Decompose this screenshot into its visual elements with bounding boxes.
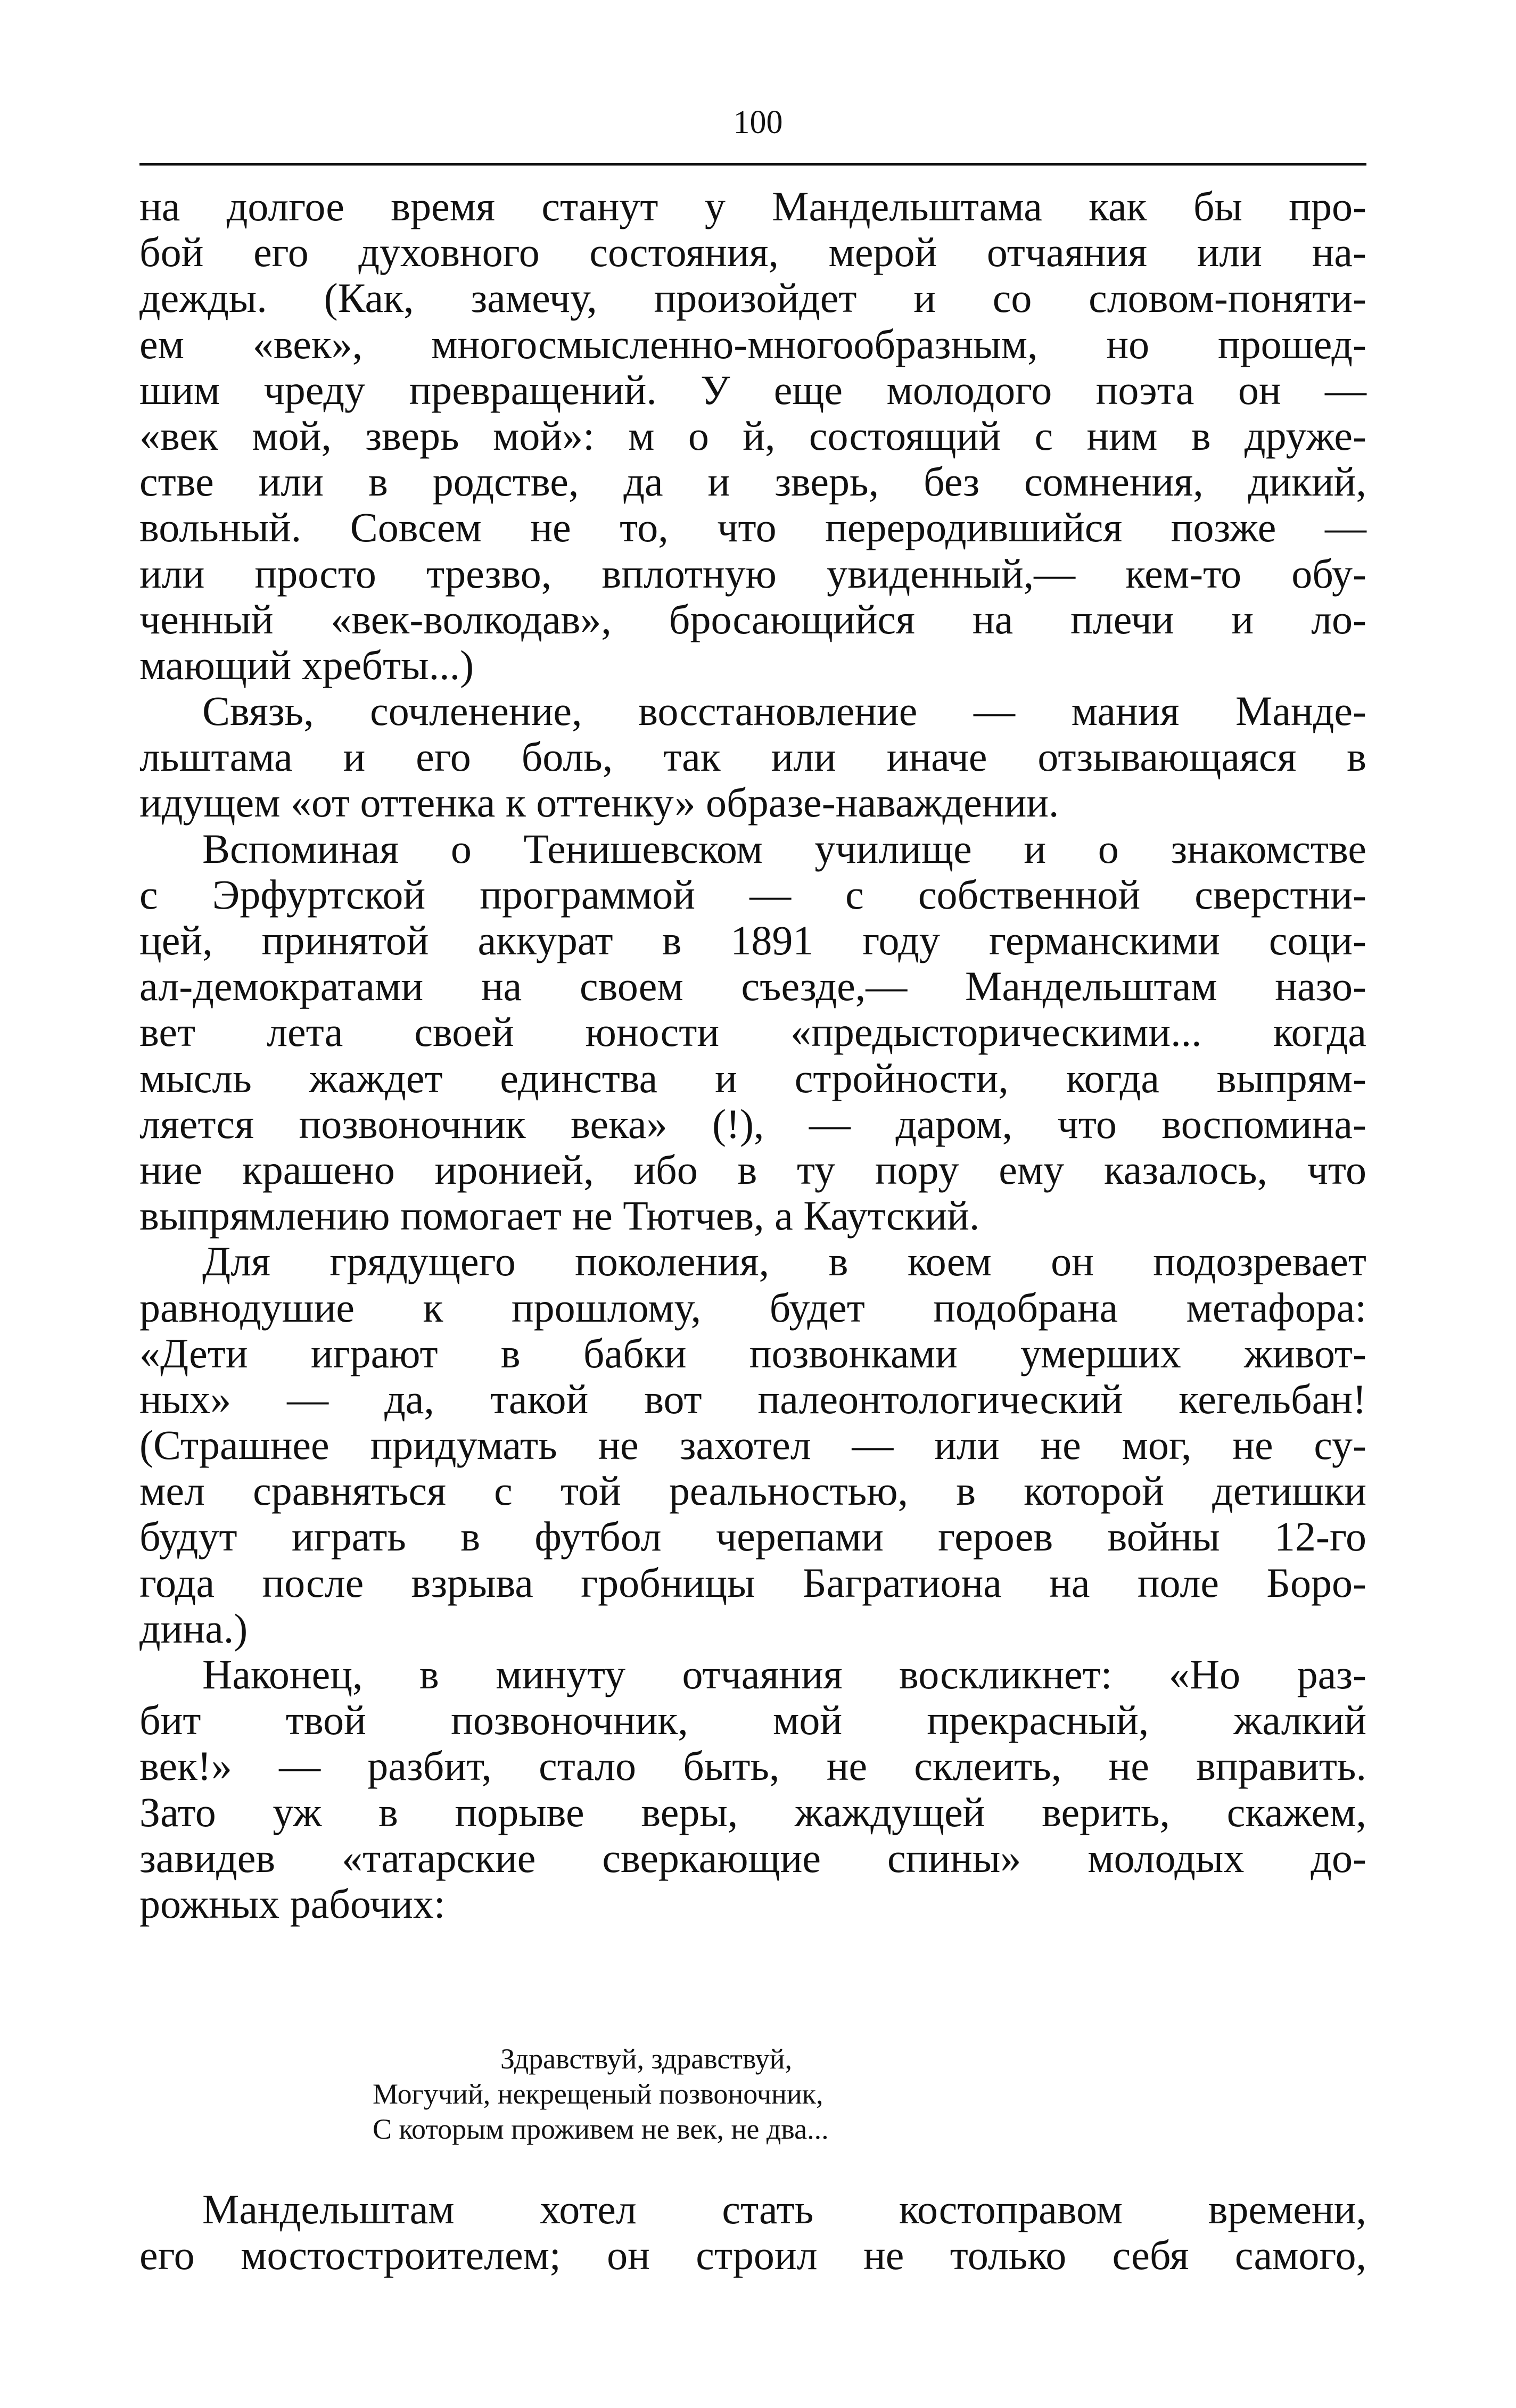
text-line: век!» — разбит, стало быть, не склеить, не вправить. xyxy=(139,1743,1366,1789)
header-rule xyxy=(139,163,1366,166)
text-line: равнодушие к прошлому, будет подобрана метафора: xyxy=(139,1284,1366,1331)
text-line: (Страшнее придумать не захотел — или не мог, не су- xyxy=(139,1422,1366,1469)
text-line: ем «век», многосмысленно-многообразным, но прошед- xyxy=(139,320,1366,367)
text-line: его мостостроителем; он строил не только себя самого, xyxy=(139,2232,1366,2279)
text-line: рожных рабочих: xyxy=(139,1880,446,1927)
paragraph-first-line: Наконец, в минуту отчаяния воскликнет: «Но раз- xyxy=(202,1651,1366,1697)
text-line: цей, принятой аккурат в 1891 году германскими соци- xyxy=(139,917,1366,963)
text-line: или просто трезво, вплотную увиденный,— кем-то обу- xyxy=(139,550,1366,597)
page-number: 100 xyxy=(733,104,783,141)
poem-line: С которым проживем не век, не два... xyxy=(373,2113,829,2145)
text-line: вет лета своей юности «предысторическими... когда xyxy=(139,1009,1366,1055)
text-line: «Дети играют в бабки позвонками умерших живот- xyxy=(139,1330,1366,1376)
final-paragraph xyxy=(139,2187,1366,2278)
text-line: льштама и его боль, так или иначе отзывающаяся в xyxy=(139,733,1366,780)
text-line: на долгое время станут у Мандельштама как бы про- xyxy=(139,183,1366,229)
paragraph-first-line: Связь, сочленение, восстановление — мания Манде- xyxy=(202,688,1366,735)
text-line: бой его духовного состояния, мерой отчаяния или на- xyxy=(139,229,1366,276)
text-line: с Эрфуртской программой — с собственной сверстни- xyxy=(139,871,1366,918)
text-line: мающий хребты...) xyxy=(139,641,474,688)
text-line: дежды. (Как, замечу, произойдет и со словом-поняти- xyxy=(139,275,1366,321)
paragraph-first-line: Для грядущего поколения, в коем он подозревает xyxy=(202,1238,1366,1285)
text-line: Зато уж в порыве веры, жаждущей верить, скажем, xyxy=(139,1788,1366,1835)
text-line: года после взрыва гробницы Багратиона на поле Боро- xyxy=(139,1559,1366,1606)
text-line: шим чреду превращений. У еще молодого поэта он — xyxy=(139,366,1366,413)
text-line: будут играть в футбол черепами героев войны 12-го xyxy=(139,1513,1366,1560)
text-line: ченный «век-волкодав», бросающийся на плечи и ло- xyxy=(139,596,1366,642)
text-line: мысль жаждет единства и стройности, когда выпрям- xyxy=(139,1054,1366,1101)
main-text xyxy=(139,184,1366,1927)
text-line: завидев «татарские сверкающие спины» молодых до- xyxy=(139,1834,1366,1881)
paragraph-first-line: Мандельштам хотел стать костоправом времени, xyxy=(202,2186,1366,2232)
text-line: идущем «от оттенка к оттенку» образе-наваждении. xyxy=(139,779,1059,826)
text-line: ние крашено иронией, ибо в ту пору ему казалось, что xyxy=(139,1146,1366,1193)
paragraph-first-line: Вспоминая о Тенишевском училище и о знакомстве xyxy=(202,825,1366,872)
text-line: выпрямлению помогает не Тютчев, а Каутский. xyxy=(139,1192,980,1239)
text-line: бит твой позвоночник, мой прекрасный, жалкий xyxy=(139,1697,1366,1744)
text-line: «век мой, зверь мой»: м о й, состоящий с ним в друже- xyxy=(139,412,1366,459)
text-line: стве или в родстве, да и зверь, без сомнения, дикий, xyxy=(139,458,1366,505)
poem-line: Могучий, некрещеный позвоночник, xyxy=(373,2078,823,2110)
text-line: ных» — да, такой вот палеонтологический кегельбан! xyxy=(139,1375,1366,1422)
poem-line: Здравствуй, здравствуй, xyxy=(500,2043,793,2075)
text-line: ляется позвоночник века» (!), — даром, что воспомина- xyxy=(139,1100,1366,1147)
text-line: дина.) xyxy=(139,1605,248,1652)
text-line: мел сравняться с той реальностью, в которой детишки xyxy=(139,1467,1366,1514)
text-line: ал-демократами на своем съезде,— Мандельштам назо- xyxy=(139,963,1366,1010)
text-line: вольный. Совсем не то, что переродившийся позже — xyxy=(139,504,1366,551)
